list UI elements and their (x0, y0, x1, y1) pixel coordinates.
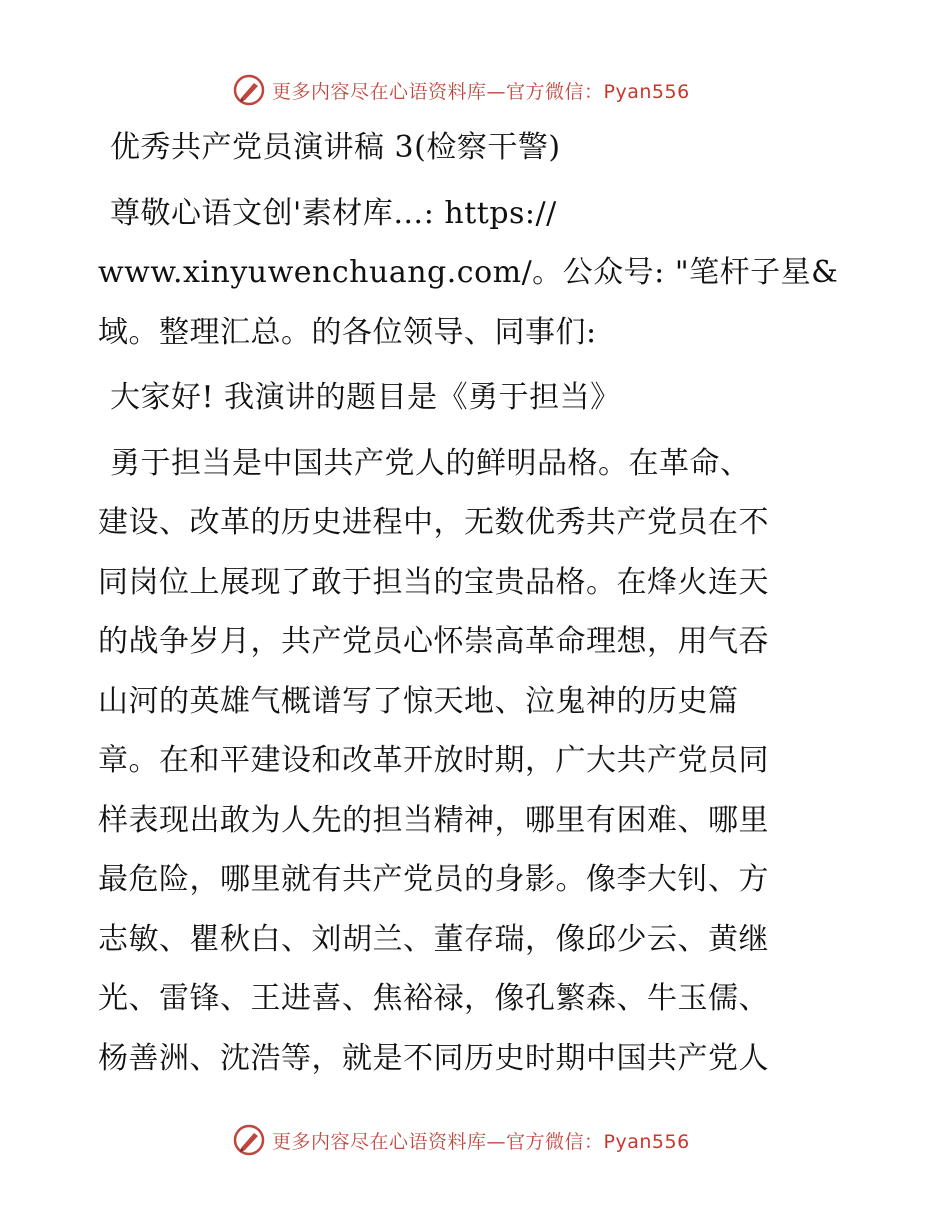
document-body (98, 118, 858, 1094)
text-line: 尊敬心语文创'素材库…: https:// (110, 195, 557, 231)
pen-logo-icon (232, 73, 266, 107)
intro-paragraph: 大家好! 我演讲的题目是《勇于担当》 (110, 380, 621, 415)
text-line: 山河的英雄气概谱写了惊天地、泣鬼神的历史篇 (98, 683, 739, 719)
text-line: 最危险，哪里就有共产党员的身影。像李大钊、方 (98, 862, 769, 897)
text-line: 志敏、瞿秋白、刘胡兰、董存瑞，像邱少云、黄继 (98, 921, 769, 957)
text-line: 建设、改革的历史进程中，无数优秀共产党员在不 (98, 505, 769, 540)
text-line: 章。在和平建设和改革开放时期，广大共产党员同 (98, 743, 769, 778)
text-line: 光、雷锋、王进喜、焦裕禄，像孔繁森、牛玉儒、 (98, 981, 769, 1016)
greeting-paragraph (98, 184, 858, 363)
text-line: 同岗位上展现了敢于担当的宝贵品格。在烽火连天 (98, 564, 769, 600)
text-line: www.xinyuwenchuang.com/。公众号: "笔杆子星& (98, 255, 839, 290)
text-line: 的战争岁月，共产党员心怀崇高革命理想，用气吞 (98, 624, 769, 659)
header-watermark-banner (232, 70, 732, 110)
banner-text: 更多内容尽在心语资料库—官方微信：Pyan556 (272, 80, 690, 103)
text-line: 勇于担当是中国共产党人的鲜明品格。在革命、 (110, 445, 751, 481)
text-line: 域。整理汇总。的各位领导、同事们: (98, 314, 597, 350)
body-paragraph (98, 434, 858, 1089)
pen-logo-icon (232, 1123, 266, 1157)
document-title: 优秀共产党员演讲稿 3(检察干警) (110, 130, 561, 165)
text-line: 杨善洲、沈浩等，就是不同历史时期中国共产党人 (98, 1040, 769, 1076)
banner-text: 更多内容尽在心语资料库—官方微信：Pyan556 (272, 1130, 690, 1153)
footer-watermark-banner (232, 1120, 732, 1160)
text-line: 样表现出敢为人先的担当精神，哪里有困难、哪里 (98, 802, 769, 838)
